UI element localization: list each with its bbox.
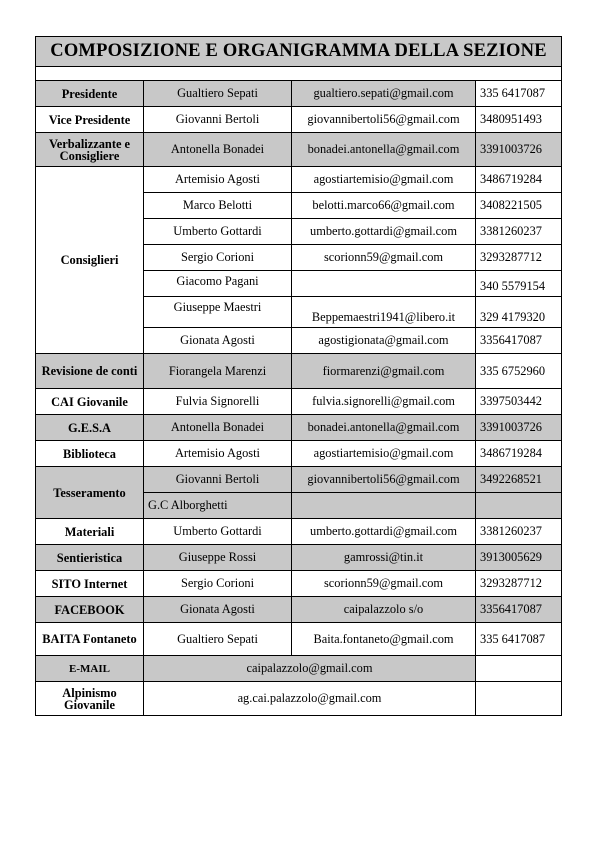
name-cell: Sergio Corioni <box>144 571 292 597</box>
name-cell: Artemisio Agosti <box>144 167 292 193</box>
phone-cell: 3486719284 <box>476 441 562 467</box>
email-cell: Baita.fontaneto@gmail.com <box>292 623 476 656</box>
email-cell <box>292 271 476 297</box>
name-cell: Fiorangela Marenzi <box>144 354 292 389</box>
role-cell: E-MAIL <box>36 656 144 682</box>
role-cell: Vice Presidente <box>36 107 144 133</box>
email-cell: fiormarenzi@gmail.com <box>292 354 476 389</box>
email-cell: caipalazzolo@gmail.com <box>144 656 476 682</box>
blank-row <box>36 67 562 81</box>
table-row <box>36 682 562 716</box>
name-cell: Marco Belotti <box>144 193 292 219</box>
table-row <box>36 389 562 415</box>
name-cell: Gionata Agosti <box>144 597 292 623</box>
name-cell: Umberto Gottardi <box>144 219 292 245</box>
name-cell: Artemisio Agosti <box>144 441 292 467</box>
name-cell: Fulvia Signorelli <box>144 389 292 415</box>
email-cell: gualtiero.sepati@gmail.com <box>292 81 476 107</box>
phone-cell <box>476 493 562 519</box>
name-cell: G.C Alborghetti <box>144 493 292 519</box>
email-cell: scorionn59@gmail.com <box>292 571 476 597</box>
phone-cell: 3293287712 <box>476 245 562 271</box>
email-cell: bonadei.antonella@gmail.com <box>292 133 476 167</box>
role-cell: BAITA Fontaneto <box>36 623 144 656</box>
page-title: COMPOSIZIONE E ORGANIGRAMMA DELLA SEZIONE <box>36 37 562 67</box>
email-cell: scorionn59@gmail.com <box>292 245 476 271</box>
table-row <box>36 81 562 107</box>
role-cell: Verbalizzante e Consigliere <box>36 133 144 167</box>
email-cell: fulvia.signorelli@gmail.com <box>292 389 476 415</box>
email-cell: giovannibertoli56@gmail.com <box>292 107 476 133</box>
phone-cell: 3381260237 <box>476 219 562 245</box>
email-cell: agostigionata@gmail.com <box>292 328 476 354</box>
email-cell: umberto.gottardi@gmail.com <box>292 519 476 545</box>
table-row <box>36 656 562 682</box>
phone-cell: 340 5579154 <box>476 271 562 297</box>
table-row <box>36 107 562 133</box>
email-cell: agostiartemisio@gmail.com <box>292 167 476 193</box>
phone-cell: 3397503442 <box>476 389 562 415</box>
name-cell: Umberto Gottardi <box>144 519 292 545</box>
role-cell: G.E.S.A <box>36 415 144 441</box>
phone-cell: 335 6752960 <box>476 354 562 389</box>
table-row <box>36 545 562 571</box>
role-cell: Presidente <box>36 81 144 107</box>
phone-cell: 329 4179320 <box>476 297 562 328</box>
phone-cell: 3492268521 <box>476 467 562 493</box>
phone-cell: 3356417087 <box>476 597 562 623</box>
name-cell: Giovanni Bertoli <box>144 467 292 493</box>
name-cell: Sergio Corioni <box>144 245 292 271</box>
role-cell: FACEBOOK <box>36 597 144 623</box>
phone-cell: 3486719284 <box>476 167 562 193</box>
organigram-sheet <box>35 36 561 716</box>
role-cell: Tesseramento <box>36 467 144 519</box>
name-cell: Giovanni Bertoli <box>144 107 292 133</box>
phone-cell: 3391003726 <box>476 133 562 167</box>
table-row <box>36 467 562 493</box>
email-cell: umberto.gottardi@gmail.com <box>292 219 476 245</box>
table-row <box>36 597 562 623</box>
email-cell: caipalazzolo s/o <box>292 597 476 623</box>
role-cell: Alpinismo Giovanile <box>36 682 144 716</box>
email-cell: belotti.marco66@gmail.com <box>292 193 476 219</box>
email-cell: giovannibertoli56@gmail.com <box>292 467 476 493</box>
role-cell: SITO Internet <box>36 571 144 597</box>
email-cell: Beppemaestri1941@libero.it <box>292 297 476 328</box>
table-row <box>36 441 562 467</box>
table-row <box>36 415 562 441</box>
organigram-table <box>35 36 562 716</box>
phone-cell: 3356417087 <box>476 328 562 354</box>
email-cell: bonadei.antonella@gmail.com <box>292 415 476 441</box>
role-cell: Biblioteca <box>36 441 144 467</box>
name-cell: Giacomo Pagani <box>144 271 292 297</box>
name-cell: Giuseppe Rossi <box>144 545 292 571</box>
phone-cell: 3408221505 <box>476 193 562 219</box>
table-row <box>36 354 562 389</box>
table-row <box>36 623 562 656</box>
table-row <box>36 133 562 167</box>
role-cell: Materiali <box>36 519 144 545</box>
email-cell: agostiartemisio@gmail.com <box>292 441 476 467</box>
table-row <box>36 571 562 597</box>
phone-cell <box>476 682 562 716</box>
name-cell: Gualtiero Sepati <box>144 623 292 656</box>
phone-cell: 335 6417087 <box>476 623 562 656</box>
table-row <box>36 167 562 193</box>
name-cell: Gionata Agosti <box>144 328 292 354</box>
phone-cell <box>476 656 562 682</box>
role-cell: Sentieristica <box>36 545 144 571</box>
role-cell: Consiglieri <box>36 167 144 354</box>
phone-cell: 3381260237 <box>476 519 562 545</box>
email-cell: ag.cai.palazzolo@gmail.com <box>144 682 476 716</box>
phone-cell: 3293287712 <box>476 571 562 597</box>
phone-cell: 3391003726 <box>476 415 562 441</box>
name-cell: Gualtiero Sepati <box>144 81 292 107</box>
phone-cell: 3913005629 <box>476 545 562 571</box>
name-cell: Giuseppe Maestri <box>144 297 292 328</box>
email-cell: gamrossi@tin.it <box>292 545 476 571</box>
name-cell: Antonella Bonadei <box>144 415 292 441</box>
role-cell: Revisione de conti <box>36 354 144 389</box>
name-cell: Antonella Bonadei <box>144 133 292 167</box>
role-cell: CAI Giovanile <box>36 389 144 415</box>
phone-cell: 335 6417087 <box>476 81 562 107</box>
table-row <box>36 519 562 545</box>
phone-cell: 3480951493 <box>476 107 562 133</box>
email-cell <box>292 493 476 519</box>
